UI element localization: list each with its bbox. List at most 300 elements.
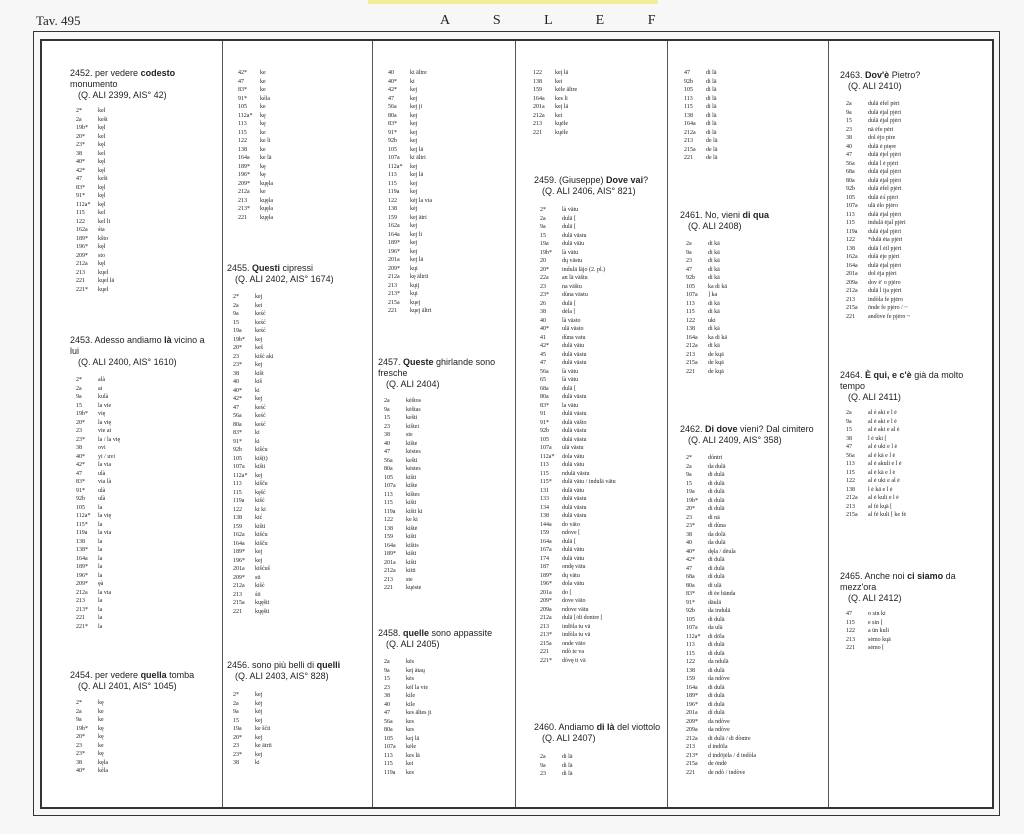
list-item [384,431,513,440]
dialect-form: al ė akuli e l ė [868,461,902,467]
list-item [686,514,820,523]
locality-code: 38 [540,309,546,315]
locality-code: 189* [233,549,245,555]
title-text: vieni? Dal cimitero [737,424,814,434]
locality-code: 19a [686,489,695,495]
dialect-form: kišti [406,559,417,566]
dialect-form: la [98,572,103,579]
dialect-form: kej [255,717,263,724]
dialect-form: dulä västu [562,504,587,511]
dialect-form: kėj [255,709,263,715]
locality-code: 221 [686,769,695,776]
locality-code: 196* [76,572,88,579]
locality-code: 19a [233,328,242,334]
list-item [540,563,662,572]
locality-code: 209* [76,252,88,259]
locality-code: 164a [238,155,250,161]
locality-code: 113 [233,481,242,487]
locality-code: 23 [686,258,692,264]
locality-code: 209* [540,598,552,604]
list-item [388,86,502,95]
list-item [684,86,798,95]
locality-code: 187 [540,564,549,570]
locality-code: 196* [76,244,88,250]
dialect-form: keść [255,421,266,428]
list-item [686,752,820,761]
dialect-form: sėmo [ [868,645,885,651]
locality-code: 213 [533,121,542,127]
list-item [684,78,798,87]
dialect-form: kųej [410,299,421,306]
page-header [0,0,1024,28]
locality-code: 107a [846,203,858,209]
list-item [233,404,362,413]
locality-code: 19b* [686,497,698,504]
dialect-form: dulä [ [562,224,576,230]
dialect-form: di lä [706,70,717,76]
locality-code: 105 [846,194,855,201]
locality-code: 189* [76,564,88,570]
locality-code: 42* [76,167,85,174]
dialect-form: indòla fe pjėro [868,296,903,303]
locality-code: 201a [388,257,400,263]
dialect-form: dùna västu [562,292,588,298]
list-item [846,627,985,636]
list-item [686,317,820,326]
dialect-form: d indöla [708,744,728,750]
dialect-form: dulä ėjal pjėri [868,109,901,116]
list-item [76,124,208,133]
list-item [540,538,662,547]
title-text: 2456. sono più belli di [227,660,317,670]
list-item [238,214,352,223]
dialect-form: dov ė' o pjėro [868,279,901,286]
locality-code: 105 [684,87,693,93]
locality-code: 107a [686,292,698,298]
list-item [846,313,985,322]
dialect-form: ke [260,129,266,136]
locality-code: 9a [846,418,852,425]
list-item [686,684,820,693]
locality-code: 105 [76,504,85,511]
dialect-form: kej [410,163,418,170]
dialect-form: kes [406,727,414,733]
list-item [233,480,362,489]
locality-code: 83* [238,87,247,93]
dialect-form: dulä västu [562,411,587,417]
locality-code: 213 [388,282,397,289]
list-item [846,452,985,461]
dialect-form: di dulä [708,710,725,716]
list-item [686,607,820,616]
locality-code: 47 [388,95,394,102]
locality-code: 15 [846,118,852,124]
list-item [233,557,362,566]
locality-code: 9a [384,406,390,413]
title-keyword: quelle [403,628,430,638]
dialect-form: dulä ėjel pjėri [868,152,901,158]
dialect-form: kėštas [406,406,421,413]
list-item [533,120,647,129]
locality-code: 221 [76,615,85,621]
dialect-form: ndò te va [562,649,584,655]
list-item [846,202,985,211]
locality-code: 91* [233,438,242,445]
list-item [540,376,662,385]
dialect-form: kišti [406,500,417,506]
dialect-form: de öndė [708,761,727,767]
dialect-form: kųij [410,282,420,289]
dialect-form: kųęšti [255,600,270,606]
responses-list-2459 [540,206,662,665]
column-divider [828,41,829,807]
dialect-form: kešti [406,457,418,464]
list-item [846,109,985,118]
list-item [686,616,820,625]
locality-code: 119a [384,769,396,776]
dialect-form: dulä ėfel pjėri [868,186,902,192]
locality-code: 40 [384,701,390,708]
locality-code: 122 [384,517,393,523]
locality-code: 138 [76,538,85,545]
dialect-form: indòla tu vä [562,632,591,638]
list-item [686,359,820,368]
question-title-2463 [840,70,985,92]
dialect-form: kišćuš [255,566,270,572]
list-item [846,211,985,220]
locality-code: 209* [233,574,245,581]
dialect-form: de ndò / indòve [708,769,746,776]
list-item [388,307,502,316]
locality-code: 20 [540,258,546,264]
list-item [76,201,208,210]
dialect-form: onde väto [562,640,586,647]
list-item [76,419,208,428]
locality-code: 9a [233,709,239,715]
list-item [233,734,362,743]
dialect-form: sto [98,252,106,259]
dialect-form: vie ai [98,428,112,434]
locality-code: 45 [540,351,546,358]
list-item [76,733,208,742]
dialect-form: dulä l ija pjėri [868,288,902,294]
list-item [76,226,208,235]
locality-code: 212a [846,495,858,501]
locality-code: 215a [540,640,552,647]
responses-list-2464 [846,409,985,520]
title-keyword: quella [140,670,167,680]
locality-code: 212a [233,583,245,589]
dialect-form: la [98,555,103,562]
dialect-form: ulà [98,470,106,477]
dialect-form: di lä [706,112,717,119]
list-item [686,548,820,557]
list-item [388,95,502,104]
dialect-form: kę [98,751,104,757]
dialect-form: dulä vätu [562,487,585,494]
question-title-2462 [680,424,820,446]
locality-code: 138* [76,547,88,553]
list-item [384,499,513,508]
locality-code: 215a [233,600,245,606]
question-title-2460 [534,722,662,744]
dialect-form: ka di kä [708,334,727,341]
list-item [384,482,513,491]
list-item [540,444,662,453]
list-item [540,291,662,300]
list-item [686,650,820,659]
question-reference: (Q. ALI 2407) [542,733,596,743]
list-item [540,206,662,215]
question-title-2458 [378,628,513,650]
locality-code: 40* [388,78,397,85]
list-item [540,631,662,640]
responses-list-col4 [533,69,647,137]
list-item [540,317,662,326]
locality-code: 189* [686,693,698,699]
dialect-form: di dulä [708,497,725,504]
dialect-form: la vię [98,419,112,426]
locality-code: 20* [76,734,85,740]
locality-code: 56a [388,104,397,110]
dialect-form: al ė uki e l ė [868,444,898,450]
list-item [76,376,208,385]
locality-code: 113 [686,642,695,648]
list-item [540,597,662,606]
list-item [384,465,513,474]
dialect-form: kiš [255,379,263,385]
locality-code: 47 [540,360,546,366]
list-item [684,112,798,121]
list-item [233,717,362,726]
locality-code: 159 [540,530,549,536]
dialect-form: kėj la via [410,197,432,204]
dialect-form: kiš(t) [255,455,268,462]
locality-code: 92b [388,138,397,144]
question-reference: (Q. ALI 2402, AIS° 1674) [235,274,334,284]
dialect-form: di dulä [708,489,725,495]
locality-code: 119a [384,508,396,515]
list-item [684,146,798,155]
list-item [76,436,208,445]
title-keyword: quelli [316,660,341,670]
dialect-form: kes [406,769,414,776]
list-item [76,589,208,598]
locality-code: 212a [384,568,396,574]
locality-code: 105 [233,455,242,462]
locality-code: 80a [846,177,855,184]
list-item [388,129,502,138]
list-item [233,497,362,506]
locality-code: 9a [686,249,692,256]
list-item [238,86,352,95]
locality-code: 23* [76,751,85,757]
locality-code: 138 [238,146,247,153]
list-item [76,716,208,725]
list-item [233,591,362,600]
locality-code: 107a [384,744,396,750]
dialect-form: ulä västu [562,445,584,451]
list-item [686,769,820,778]
dialect-form: dùna vatu [562,334,586,341]
dialect-form: dulä västu [562,436,587,443]
list-item [388,78,502,87]
locality-code: 40 [384,440,390,447]
dialect-form: ondę vätu [562,564,586,570]
locality-code: 112a* [233,472,248,479]
dialect-form: kųęla [260,206,273,212]
list-item [533,103,647,112]
list-item [233,582,362,591]
locality-code: 40 [388,70,394,76]
locality-code: 42* [238,70,247,76]
list-item [686,283,820,292]
dialect-form: kes lä [406,752,420,759]
dialect-form: ste [406,432,413,438]
responses-list-2455 [233,293,362,616]
dialect-form: kištei [406,423,419,430]
dialect-form: dove väto [562,598,586,604]
locality-code: 20* [233,734,242,741]
list-item [846,100,985,109]
list-item [384,684,513,693]
dialect-form: keść [255,328,266,334]
question-reference: (Q. ALI 2406, AIS° 821) [542,186,636,196]
locality-code: 122 [846,628,855,634]
locality-code: 23 [540,771,546,777]
locality-code: 2a [76,385,82,392]
list-item [540,325,662,334]
list-item [233,446,362,455]
list-item [233,310,362,319]
locality-code: 221 [846,645,855,651]
dialect-form: da dulä [708,463,726,470]
question-title-2464 [840,370,985,403]
dialect-form: da indulä [708,608,731,614]
title-text: 2452. per vedere [70,68,141,78]
list-item [540,334,662,343]
dialect-form: kej [255,336,263,343]
dialect-form: al ė kä e l ė [868,452,896,459]
column-divider [515,41,516,807]
locality-code: 112a* [76,201,91,208]
locality-code: 221 [540,649,549,655]
dialect-form: dulä [ [562,538,576,545]
list-item [846,460,985,469]
list-item [76,252,208,261]
dialect-form: di dulä [708,616,725,623]
dialect-form: kę [260,172,266,178]
list-item [540,512,662,521]
locality-code: 9a [540,762,546,769]
list-item [686,488,820,497]
list-item [533,86,647,95]
dialect-form: uki [708,317,716,324]
dialect-form: ndove [ [562,530,581,536]
list-item [388,137,502,146]
dialect-form: kišti ki [406,508,423,515]
dialect-form: di dulä [708,472,725,478]
locality-code: 92b [540,428,549,434]
locality-code: 189* [76,235,88,242]
dialect-form: ai [98,385,103,392]
locality-code: 42* [388,87,397,93]
locality-code: 19b* [540,249,552,256]
dialect-form: ke ätrii [255,743,272,749]
list-item [540,640,662,649]
dialect-form: di dulä / di dòntre [708,735,751,742]
locality-code: 196* [686,701,698,708]
dialect-form: nä ėfe pėri [868,126,894,133]
dialect-form: ke [260,78,266,85]
list-item [76,385,208,394]
list-item [686,522,820,531]
dialect-form: de lä [706,146,718,153]
dialect-form: di kä [708,266,720,273]
dialect-form: sti [255,574,261,581]
list-item [846,253,985,262]
list-item [233,463,362,472]
dialect-form: kėj [410,206,418,212]
title-keyword: Di dove [705,424,738,434]
locality-code: 209a [846,279,858,286]
locality-code: 9a [540,224,546,230]
locality-code: 42* [76,462,85,468]
locality-code: 213 [238,197,247,204]
locality-code: 92b [686,608,695,614]
locality-code: 2* [76,377,82,383]
locality-code: 215a [846,512,858,518]
list-item [238,103,352,112]
locality-code: 92b [76,496,85,502]
locality-code: 196* [540,581,552,587]
locality-code: 113 [846,461,855,467]
dialect-form: dóntri [708,455,723,461]
locality-code: 159 [533,87,542,93]
responses-list-2452 [76,107,208,294]
question-title-2461 [680,210,820,232]
locality-code: 40 [846,143,852,150]
locality-code: 107a [388,155,400,161]
list-item [540,266,662,275]
dialect-form: ki ki [255,506,266,513]
locality-code: 19b* [76,125,88,131]
locality-code: 213 [686,351,695,358]
locality-code: 115 [846,619,855,626]
locality-code: 213 [384,576,393,583]
list-item [384,709,513,718]
locality-code: 23 [846,126,852,133]
list-item [233,608,362,617]
title-text: 2465. Anche noi [840,571,908,581]
dialect-form: kes ältes ji [406,710,432,716]
dialect-form: kej [410,112,418,119]
dialect-form: kęl [98,167,106,174]
dialect-form: kešti [406,415,418,421]
locality-code: 213 [686,744,695,750]
locality-code: 2a [384,398,390,404]
locality-code: 215a [686,761,698,767]
dialect-form: kej [255,734,263,741]
dialect-form: dulä väšto [562,419,587,426]
list-item [540,223,662,232]
question-title-2452 [70,68,208,101]
locality-code: 159 [384,534,393,540]
list-item [76,580,208,589]
dialect-form: di lä [562,754,573,760]
list-item [540,504,662,513]
list-item [533,78,647,87]
